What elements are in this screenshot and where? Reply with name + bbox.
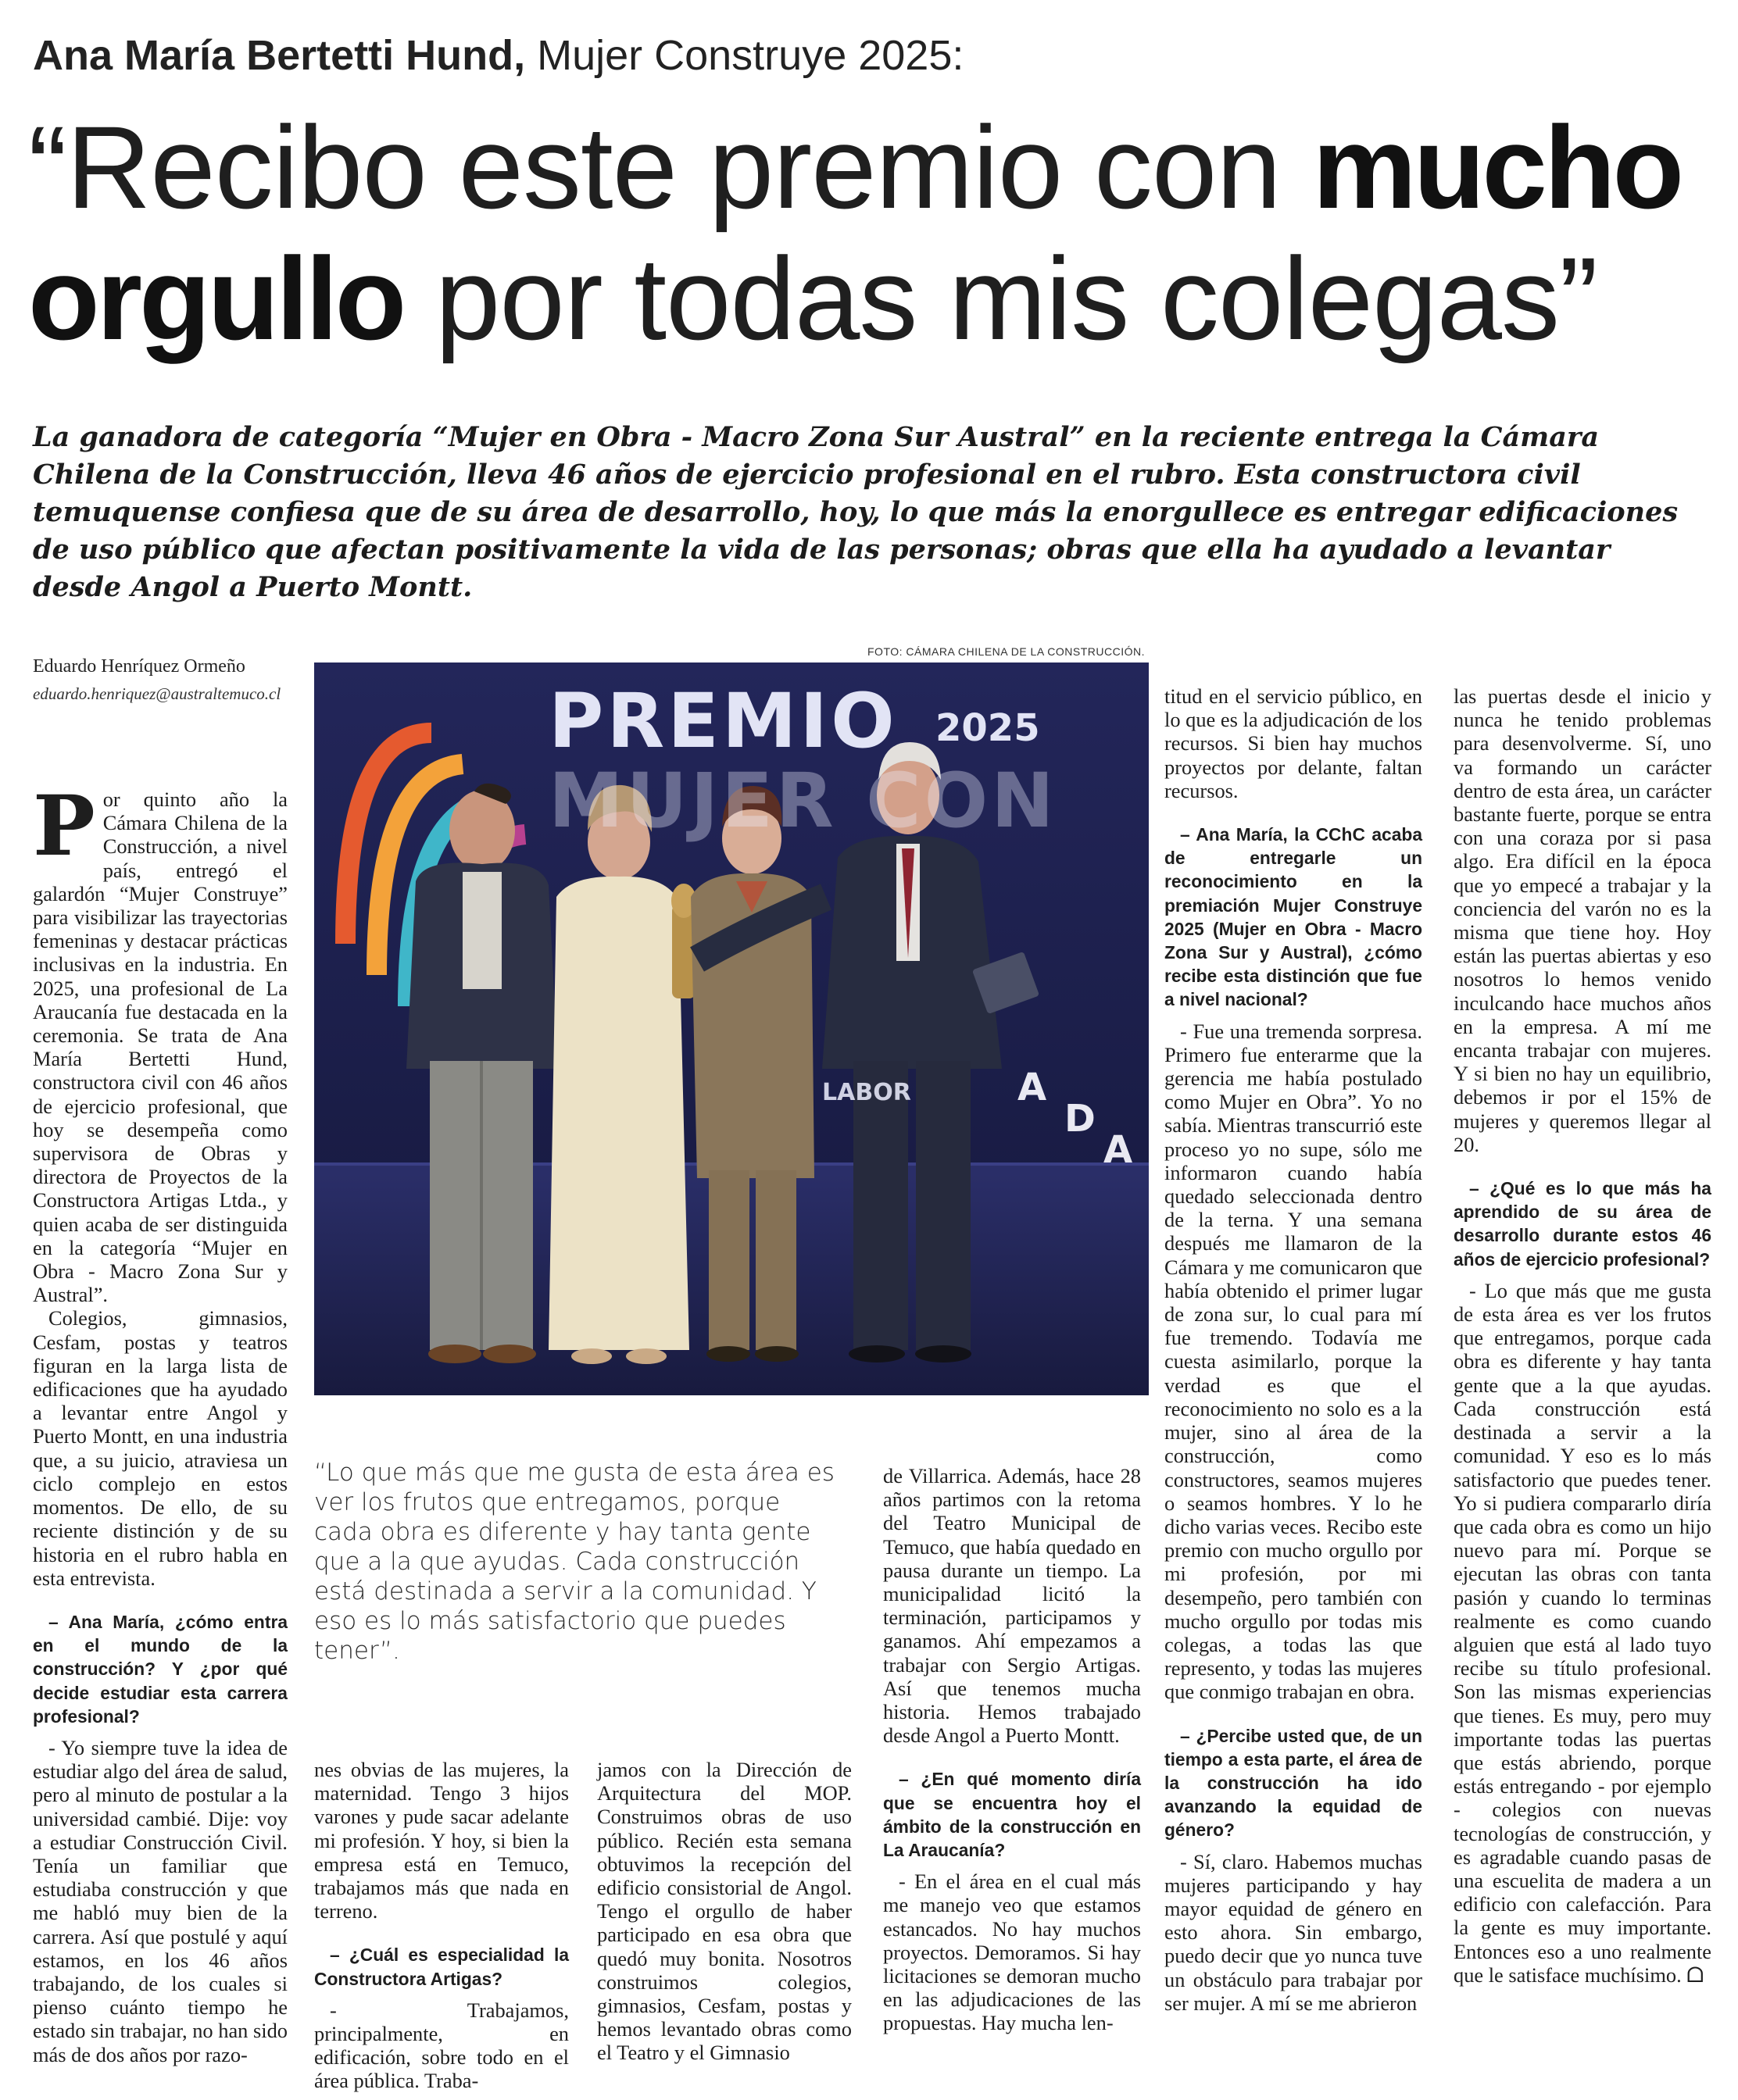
col5-paragraph-2: - Fue una tremenda sorpresa. Primero fue enterarme que la gerencia me había postulado como Mujer en Obra”. Yo no sabía. Mientras transcurrió este proceso yo no supe, sólo me informaron cuando había quedado seleccionada dentro de la terna. Y una semana después me llamaron de la Cámara y me comunicaron que había obtenido el primer lugar de zona sur, lo cual para mí fue tremendo. Todavía me cuesta asimilarlo, porque la verdad es que el reconocimiento no solo es a la mujer, sino al área de la construcción, como constructores, seamos mujeres o seamos hombres. Y lo he dicho varias veces. Recibo este premio con mucho orgullo por mi profesión, por mi desempeño, pero también con mucho orgullo por todas mis colegas, a todas las que represento, y todas las mujeres que conmigo trabajan en obra. [1164, 1019, 1422, 1704]
headline-bold-2: orgullo [28, 233, 404, 364]
svg-text:A: A [1017, 1066, 1047, 1109]
col1-paragraph-2: Colegios, gimnasios, Cesfam, postas y teatros figuran en la larga lista de edificaciones que ha ayudado a levantar entre Angol y Puerto Montt, en una industria que, a su juicio, atraviesa un ciclo complejo en estos momentos. De ello, de su reciente distinción y de su historia en el rubro habla en esta entrevista. [33, 1306, 288, 1590]
kicker-name: Ana María Bertetti Hund, [33, 32, 526, 79]
end-mark-icon: ᗝ [1686, 1962, 1704, 1988]
photo-banner-year: 2025 [935, 706, 1040, 750]
headline-bold-1: mucho [1312, 102, 1682, 233]
drop-cap: P [33, 777, 95, 874]
question-3: – ¿En qué momento diría que se encuentra hoy el ámbito de la construcción en La Araucanía? [883, 1769, 1141, 1861]
question-1: – Ana María, ¿cómo entra en el mundo de la construcción? Y ¿por qué decide estudiar esta carrera profesional? [33, 1611, 288, 1727]
question-4: – Ana María, la CChC acaba de entregarle un reconocimiento en la premiación Mujer Construye 2025 (Mujer en Obra - Macro Zona Sur y Austral), ¿cómo recibe esta distinción que fue a nivel nacional? [1164, 824, 1422, 1010]
article-column-3 [597, 1758, 852, 2065]
byline-email[interactable]: eduardo.henriquez@australtemuco.cl [33, 684, 281, 703]
article-column-2 [314, 1758, 569, 2093]
col3-paragraph-1: jamos con la Dirección de Arquitectura del MOP. Construimos obras de uso público. Recién esta semana obtuvimos la recepción del edificio consistorial de Angol. Tengo el orgullo de haber participado en esa obra que quedó muy bonita. Nosotros construimos colegios, gimnasios, Cesfam, postas y hemos levantado obras como el Teatro y el Gimnasio [597, 1758, 852, 2065]
kicker-event: Mujer Construye 2025: [525, 32, 964, 79]
lead-paragraph: La ganadora de categoría “Mujer en Obra - Macro Zona Sur Austral” en la reciente entrega la Cámara Chilena de la Construcción, lleva 46 años de ejercicio profesional en el rubro. Esta constructora civil temuquense confiesa que de su área de desarrollo, hoy, lo que más la enorgullece es entregar edificaciones de uso público que afectan positivamente la vida de las personas; obras que ella ha ayudado a levantar desde Angol a Puerto Montt. [33, 421, 1679, 603]
svg-text:D: D [1064, 1097, 1096, 1141]
col6-paragraph-1: las puertas desde el inicio y nunca he tenido problemas para desenvolverme. Sí, uno va formando un carácter dentro de esta área, un carácter bastante fuerte, porque se entra con una coraza por si pasa algo. Era difícil en la época que yo empecé a trabajar y la conciencia del varón no es la misma que tiene hoy. Hoy están las puertas abiertas y eso nosotros lo hemos venido inculcando hace muchos años en la empresa. A mí me encanta trabajar con mujeres. Y si bien no hay un equilibrio, debemos ir por el 15% de mujeres y queremos llegar al 20. [1454, 684, 1711, 1156]
col2-paragraph-1: nes obvias de las mujeres, la maternidad. Tengo 3 hijos varones y pude sacar adelante mi profesión. Y hoy, si bien la empresa está en Temuco, trabajamos más que nada en terreno. [314, 1758, 569, 1923]
byline-author: Eduardo Henríquez Ormeño [33, 656, 245, 677]
col4-paragraph-1: de Villarrica. Además, hace 28 años partimos con la retoma del Teatro Municipal de Temuco, que había quedado en pausa durante un tiempo. La municipalidad licitó la terminación, participamos y ganamos. Ahí empezamos a trabajar con Sergio Artigas. Así que tenemos mucha historia. Hemos trabajado desde Angol a Puerto Montt. [883, 1464, 1141, 1748]
headline-part-2: por todas mis colegas” [403, 233, 1597, 364]
col5-paragraph-1: titud en el servicio público, en lo que es la adjudicación de los recursos. Si bien hay muchos proyectos por delante, faltan recursos. [1164, 684, 1422, 802]
question-6: – ¿Qué es lo que más ha aprendido de su área de desarrollo durante estos 46 años de ejercicio profesional? [1454, 1178, 1711, 1270]
col6-paragraph-2: - Lo que más que me gusta de esta área es ver los frutos que entregamos, porque cada obra es diferente y hay tanta gente que a la que ayudas. Cada construcción está destinada a servir a la comunidad. Y eso es lo más satisfactorio que puedes tener. Yo si pudiera compararlo diría que cada obra es como un hijo nuevo para mí. Porque se ejecutan las obras con tanta pasión y cuando lo terminas realmente es como cuando alguien que está al lado tuyo recibe su título profesional. Son las mismas experiencias que tienes. Es muy, pero muy importante todas las puertas que estás abriendo, porque estás entregando - por ejemplo - colegios con nuevas tecnologías de construcción, y es agradable cuando pasas de una escuelita de madera a un edificio con calefacción. Para la gente es muy importante. Entonces eso a uno realmente que le satisface muchísimo. [1454, 1278, 1711, 1987]
award-photo [314, 662, 1149, 1395]
kicker [33, 31, 964, 80]
article-column-4 [883, 1464, 1141, 2035]
article-column-1 [33, 777, 288, 2066]
photo-banner-mujer: MUJER CON [549, 757, 1057, 845]
col4-paragraph-2: - En el área en el cual más me manejo veo que estamos estancados. No hay muchos proyectos. Demoramos. Si hay licitaciones se demoran mucho en las adjudicaciones de las propuestas. Hay mucha len- [883, 1870, 1141, 2035]
headline [28, 102, 1716, 364]
col1-paragraph-3: - Yo siempre tuve la idea de estudiar algo del área de salud, pero al minuto de postular a la universidad cambié. Dije: voy a estudiar Construcción Civil. Tenía un familiar que estudiaba construcción y que me habló muy bien de la carrera. Así que postulé y aquí estamos, en los 46 años trabajando, de los cuales si pienso cuánto tiempo he estado sin trabajar, no han sido más de dos años por razo- [33, 1735, 288, 2066]
headline-part-1: “Recibo este premio con [28, 102, 1313, 233]
photo-banner-labor: LABOR [822, 1079, 911, 1106]
pull-quote: “Lo que más que me gusta de esta área es ver los frutos que entregamos, porque cada obra es diferente y hay tanta gente que a la que ayudas. Cada construcción está destinada a servir a la comunidad. Y eso es lo más satisfactorio que puedes tener”. [314, 1459, 835, 1665]
photo-credit: FOTO: CÁMARA CHILENA DE LA CONSTRUCCIÓN. [867, 645, 1146, 658]
col1-paragraph-1: or quinto año la Cámara Chilena de la Construcción, a nivel país, entregó el galardón “Mujer Construye” para visibilizar las trayectorias femeninas y destacar prácticas inclusivas en la industria. En 2025, una profesional de La Araucanía fue destacada en la ceremonia. Se trata de Ana María Bertetti Hund, constructora civil con 46 años de ejercicio profesional, que hoy se desempeña como supervisora de Obras y directora de Proyectos de la Constructora Artigas Ltda., y quien acaba de ser distinguida en la categoría “Mujer en Obra - Macro Zona Sur y Austral”. [33, 788, 288, 1307]
question-5: – ¿Percibe usted que, de un tiempo a esta parte, el área de la construcción ha ido avanzando la equidad de género? [1164, 1725, 1422, 1841]
svg-text:A: A [1103, 1128, 1133, 1172]
article-column-5 [1164, 684, 1422, 2015]
col5-paragraph-3: - Sí, claro. Habemos muchas mujeres participando y hay mayor equidad de género en esto ahora. Sin embargo, puedo decir que yo nunca tuve un obstáculo para trabajar por ser mujer. A mí se me abrieron [1164, 1849, 1422, 2015]
question-2: – ¿Cuál es especialidad la Constructora Artigas? [314, 1945, 569, 1989]
award-photo-illustration [314, 662, 1149, 1395]
col2-paragraph-2: - Trabajamos, principalmente, en edificación, sobre todo en el área pública. Traba- [314, 1998, 569, 2093]
photo-banner-premio: PREMIO [549, 677, 898, 765]
article-column-6 [1454, 684, 1711, 1988]
